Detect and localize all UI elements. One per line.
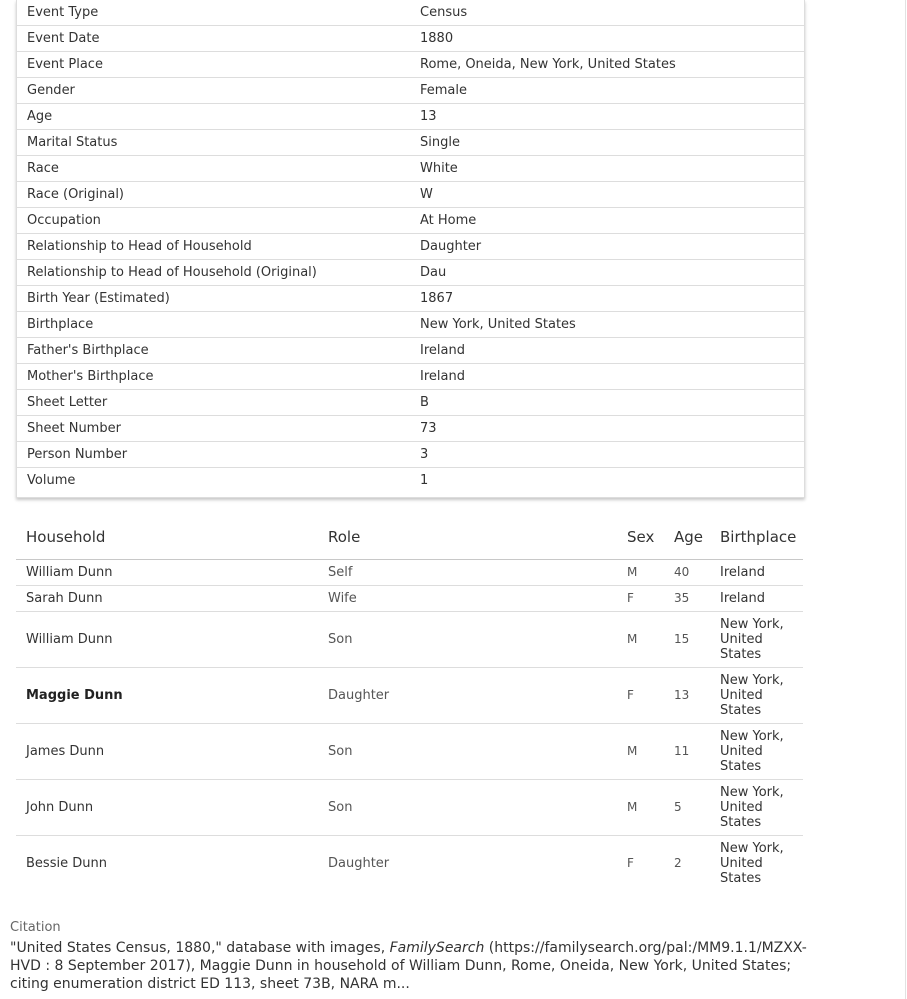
detail-value: W: [410, 182, 804, 208]
detail-row: [17, 468, 804, 494]
member-age: 2: [674, 856, 682, 870]
member-sex: M: [617, 560, 664, 586]
member-birthplace: New York, United States: [710, 724, 803, 780]
detail-label: Birth Year (Estimated): [17, 286, 410, 312]
member-role: Self: [318, 560, 617, 586]
detail-row: [17, 156, 804, 182]
sex-header: Sex: [617, 514, 664, 560]
detail-value: Single: [410, 130, 804, 156]
detail-row: [17, 78, 804, 104]
detail-value: At Home: [410, 208, 804, 234]
detail-value: 1880: [410, 26, 804, 52]
member-sex: F: [617, 668, 664, 724]
detail-value: White: [410, 156, 804, 182]
detail-label: Event Type: [17, 0, 410, 26]
detail-row: [17, 0, 804, 26]
household-table: [16, 514, 803, 891]
detail-label: Person Number: [17, 442, 410, 468]
detail-value: Daughter: [410, 234, 804, 260]
household-row: [16, 780, 803, 836]
member-birthplace: New York, United States: [720, 841, 784, 886]
record-details-table: [16, 0, 805, 498]
detail-value: Ireland: [410, 364, 804, 390]
detail-value: B: [410, 390, 804, 416]
detail-value: 1867: [410, 286, 804, 312]
detail-label: Relationship to Head of Household: [17, 234, 410, 260]
member-name: Bessie Dunn: [26, 856, 107, 871]
member-role: Son: [318, 724, 617, 780]
member-birthplace: New York, United States: [710, 780, 803, 836]
citation-text: [10, 939, 810, 993]
detail-label: Birthplace: [17, 312, 410, 338]
age-header: Age: [664, 514, 710, 560]
household-row: [16, 612, 803, 668]
member-role: Son: [318, 780, 617, 836]
detail-row: [17, 26, 804, 52]
detail-row: [17, 234, 804, 260]
detail-label: Marital Status: [17, 130, 410, 156]
detail-label: Relationship to Head of Household (Original): [17, 260, 410, 286]
role-header: Role: [318, 514, 617, 560]
member-name: Sarah Dunn: [16, 586, 318, 612]
detail-label: Event Place: [17, 52, 410, 78]
detail-row: [17, 338, 804, 364]
member-name: Maggie Dunn: [16, 668, 318, 724]
member-age: 40: [664, 560, 710, 586]
detail-value: Dau: [410, 260, 804, 286]
member-age: 5: [664, 780, 710, 836]
member-age: 35: [664, 586, 710, 612]
member-role: Wife: [318, 586, 617, 612]
member-age: 13: [664, 668, 710, 724]
detail-row: [17, 312, 804, 338]
detail-label: Sheet Number: [17, 416, 410, 442]
citation-source: FamilySearch: [389, 940, 485, 956]
household-row: [16, 560, 803, 586]
citation-label: Citation: [10, 920, 61, 935]
citation-section: [10, 919, 810, 993]
member-sex: M: [617, 612, 664, 668]
detail-row: [17, 182, 804, 208]
birthplace-header: Birthplace: [710, 514, 803, 560]
detail-label: Mother's Birthplace: [17, 364, 410, 390]
member-name: John Dunn: [16, 780, 318, 836]
detail-label: Father's Birthplace: [17, 338, 410, 364]
member-age: 11: [664, 724, 710, 780]
household-row: [16, 668, 803, 724]
detail-value: 13: [410, 104, 804, 130]
detail-row: [17, 208, 804, 234]
detail-row: [17, 364, 804, 390]
household-row: [16, 586, 803, 612]
member-role: Daughter: [328, 856, 390, 871]
member-age: 15: [664, 612, 710, 668]
member-birthplace: Ireland: [710, 586, 803, 612]
member-sex: M: [617, 724, 664, 780]
member-sex: F: [617, 586, 664, 612]
citation-text-before: "United States Census, 1880," database with images,: [10, 940, 390, 956]
detail-row: [17, 286, 804, 312]
detail-value: Female: [410, 78, 804, 104]
detail-value: 73: [410, 416, 804, 442]
detail-row: [17, 260, 804, 286]
member-name: William Dunn: [16, 612, 318, 668]
household-header: Household: [16, 514, 318, 560]
member-sex: F: [627, 856, 634, 870]
member-name: William Dunn: [16, 560, 318, 586]
member-birthplace: New York, United States: [710, 668, 803, 724]
detail-row: [17, 442, 804, 468]
detail-row: [17, 130, 804, 156]
household-row: [16, 724, 803, 780]
detail-row: [17, 416, 804, 442]
detail-value: Census: [410, 0, 804, 26]
detail-value: Ireland: [410, 338, 804, 364]
member-birthplace: Ireland: [710, 560, 803, 586]
detail-row: [17, 52, 804, 78]
detail-value: 1: [420, 473, 429, 488]
member-name: James Dunn: [16, 724, 318, 780]
member-sex: M: [617, 780, 664, 836]
detail-value: Rome, Oneida, New York, United States: [410, 52, 804, 78]
right-border-divider: [905, 0, 906, 999]
detail-value: New York, United States: [410, 312, 804, 338]
detail-label: Volume: [27, 473, 76, 488]
detail-label: Event Date: [17, 26, 410, 52]
detail-label: Sheet Letter: [17, 390, 410, 416]
detail-row: [17, 390, 804, 416]
citation-text-after: (https://familysearch.org/pal:/MM9.1.1/MZXX-HVD : 8 September 2017), Maggie Dunn in household of William Dunn, Rome, Oneida, New York, United States; citing enumeration district ED 113, sheet 73B, NARA m...: [10, 940, 807, 992]
member-birthplace: New York, United States: [710, 612, 803, 668]
member-role: Son: [318, 612, 617, 668]
detail-label: Age: [17, 104, 410, 130]
detail-label: Race (Original): [17, 182, 410, 208]
detail-label: Occupation: [17, 208, 410, 234]
detail-value: 3: [410, 442, 804, 468]
household-row: [16, 836, 803, 892]
detail-label: Gender: [17, 78, 410, 104]
detail-label: Race: [17, 156, 410, 182]
member-role: Daughter: [318, 668, 617, 724]
detail-row: [17, 104, 804, 130]
